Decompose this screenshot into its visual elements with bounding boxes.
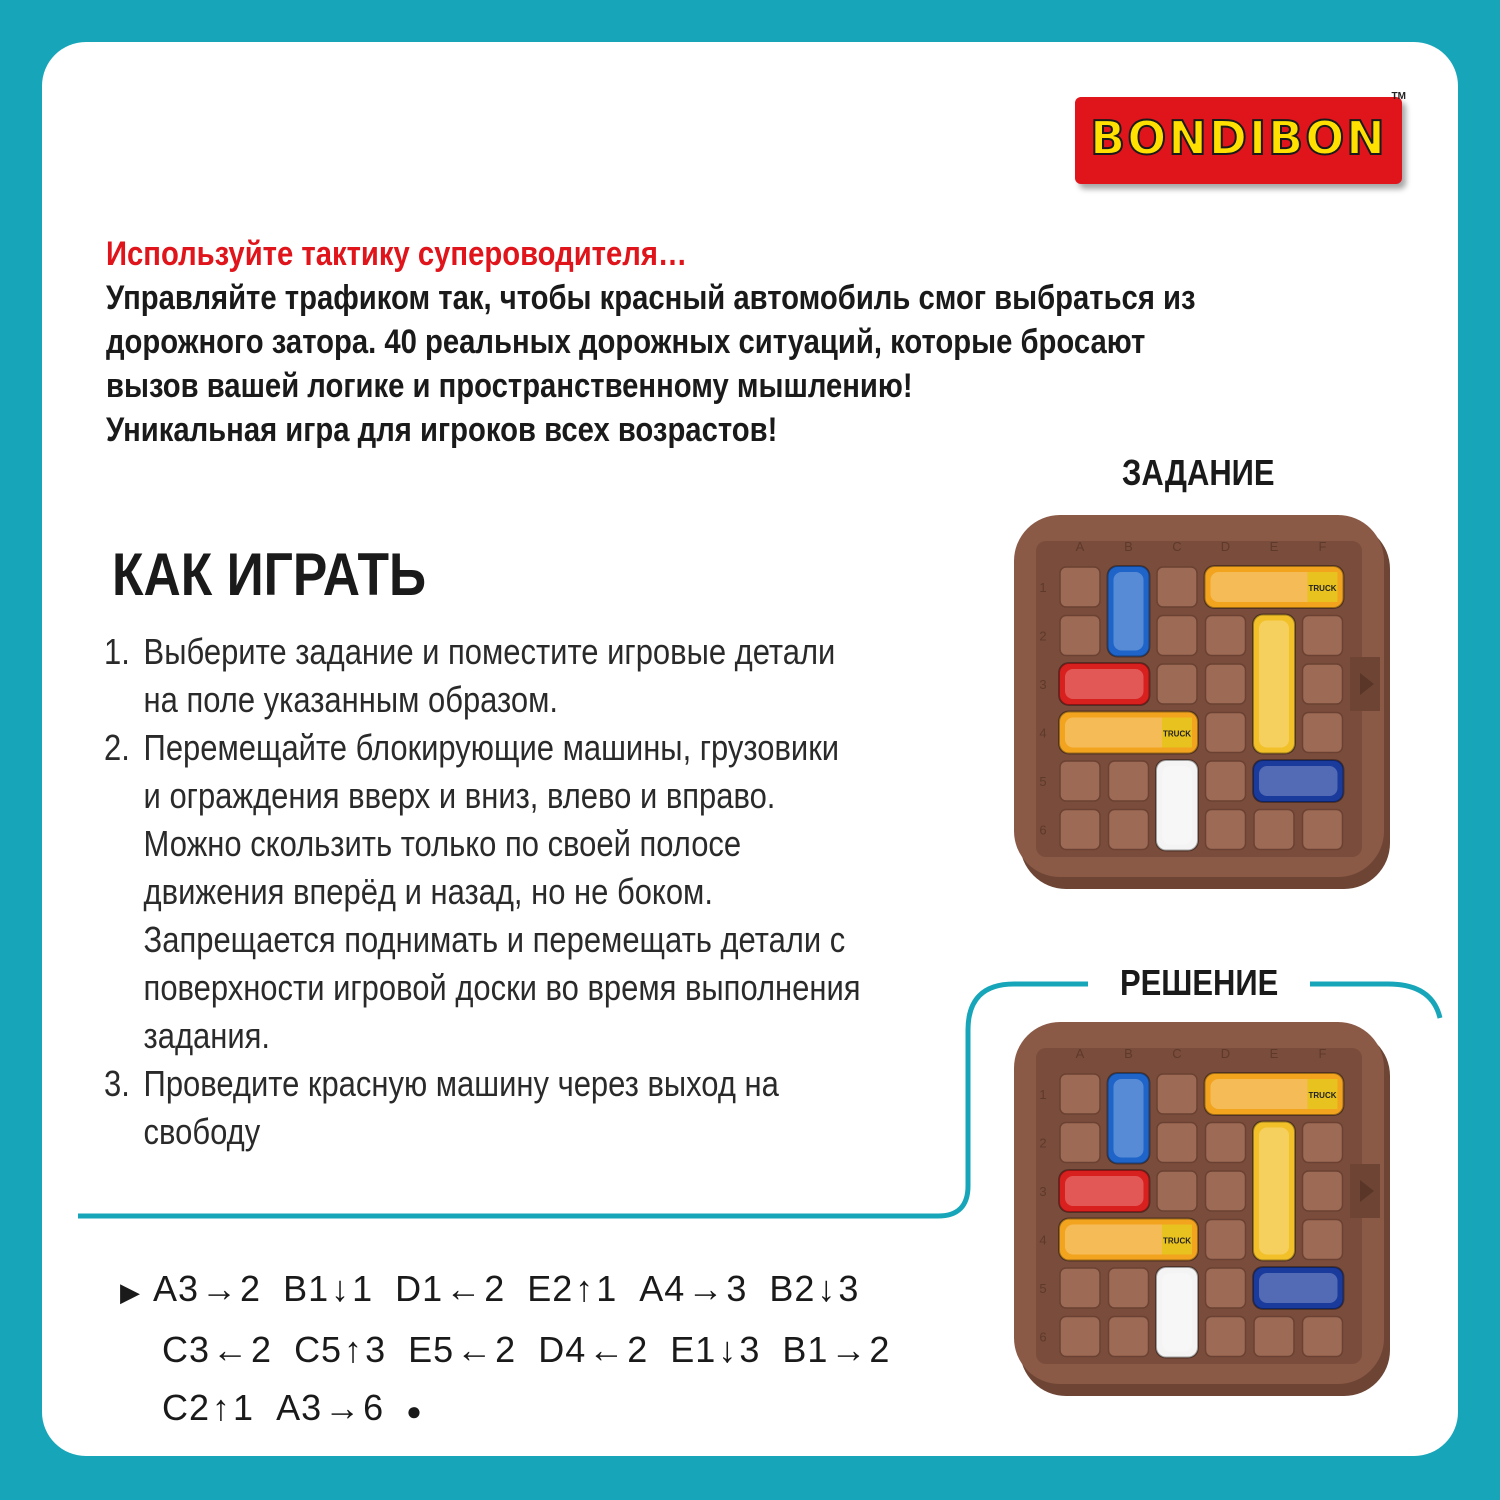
- row-label: 2: [1039, 628, 1047, 644]
- board-cell: [1206, 810, 1246, 850]
- task-board-svg: [1014, 515, 1394, 895]
- board-cell: [1303, 1171, 1343, 1211]
- board-cell: [1206, 664, 1246, 704]
- move-step: A3→6: [276, 1387, 385, 1428]
- white-car-highlight: [1162, 1273, 1192, 1352]
- move-arrow-icon: ←: [445, 1268, 483, 1309]
- intro-body: Управляйте трафиком так, чтобы красный автомобиль смог выбраться из дорожного затора. 40 реальных дорожных ситуаций, которые бросают вызов вашей логике и пространственному мышлению! Уникальная игра для игроков всех возрастов!: [106, 279, 1196, 449]
- board-cell: [1206, 1220, 1246, 1260]
- move-arrow-icon: →: [687, 1268, 725, 1309]
- board-cell: [1157, 1171, 1197, 1211]
- board-cell: [1206, 761, 1246, 801]
- move-arrow-icon: →: [324, 1387, 362, 1428]
- blue-car-highlight: [1114, 1079, 1144, 1158]
- task-board: [1014, 515, 1394, 900]
- row-label: 4: [1039, 1232, 1047, 1248]
- row-label: 3: [1039, 677, 1047, 692]
- board-cell: [1303, 810, 1343, 850]
- move-step: E2↑1: [527, 1268, 618, 1309]
- truck-label: TRUCK: [1163, 729, 1191, 739]
- board-cell: [1157, 664, 1197, 704]
- white-car-highlight: [1162, 766, 1192, 845]
- solution-row: [120, 1379, 912, 1440]
- board-cell: [1157, 1074, 1197, 1114]
- board-cell: [1303, 1317, 1343, 1357]
- row-label: 5: [1039, 774, 1047, 789]
- row-label: 5: [1039, 1281, 1047, 1296]
- move-arrow-icon: ↓: [718, 1329, 738, 1370]
- board-cell: [1060, 1268, 1100, 1308]
- row-label: 2: [1039, 1135, 1047, 1151]
- board-cell: [1060, 761, 1100, 801]
- trademark-mark: TM: [1391, 91, 1406, 102]
- row-label: 6: [1039, 1329, 1047, 1345]
- yellow-truck-highlight: [1259, 621, 1289, 748]
- navy-car-highlight: [1259, 1273, 1338, 1303]
- board-cell: [1254, 1317, 1294, 1357]
- move-arrow-icon: →: [830, 1329, 868, 1370]
- step-text: Перемещайте блокирующие машины, грузовики и ограждения вверх и вниз, влево и вправо. Можно скользить только по своей полосе движения вперёд и назад, но не боком. Запрещается поднимать и перемещать детали с поверхности игровой доски во время выполнения задания.: [143, 727, 861, 1056]
- column-label: B: [1124, 539, 1133, 554]
- move-step: E5←2: [408, 1329, 517, 1370]
- move-step: B1→2: [782, 1329, 891, 1370]
- move-arrow-icon: ↓: [331, 1268, 351, 1309]
- board-cell: [1157, 616, 1197, 656]
- board-cell: [1157, 1123, 1197, 1163]
- move-step: D4←2: [538, 1329, 649, 1370]
- move-arrow-icon: ←: [588, 1329, 626, 1370]
- move-arrow-icon: ←: [212, 1329, 250, 1370]
- move-step: C3←2: [162, 1329, 273, 1370]
- column-label: D: [1220, 539, 1231, 554]
- step-number: 2.: [104, 727, 130, 768]
- board-cell: [1109, 810, 1149, 850]
- yellow-truck-highlight: [1259, 1128, 1289, 1255]
- row-label: 6: [1039, 822, 1047, 838]
- solution-moves: [120, 1260, 912, 1440]
- truck-label: TRUCK: [1163, 1236, 1191, 1246]
- board-cell: [1206, 616, 1246, 656]
- board-cell: [1206, 1123, 1246, 1163]
- column-label: F: [1318, 539, 1327, 554]
- divider-line: [78, 984, 1088, 1216]
- solution-title: РЕШЕНИЕ: [1120, 962, 1279, 1003]
- board-cell: [1109, 761, 1149, 801]
- board-cell: [1303, 713, 1343, 753]
- board-cell: [1060, 810, 1100, 850]
- move-step: D1←2: [395, 1268, 506, 1309]
- end-marker-icon: ●: [406, 1396, 423, 1426]
- row-label: 3: [1039, 1184, 1047, 1199]
- board-cell: [1206, 713, 1246, 753]
- move-step: B2↓3: [769, 1268, 860, 1309]
- solution-board-svg: [1014, 1022, 1394, 1402]
- move-arrow-icon: ↓: [817, 1268, 837, 1309]
- solution-row: [120, 1321, 912, 1379]
- move-arrow-icon: ↑: [344, 1329, 364, 1370]
- truck-label: TRUCK: [1308, 1091, 1337, 1100]
- move-arrow-icon: ↑: [575, 1268, 595, 1309]
- move-step: B1↓1: [283, 1268, 374, 1309]
- step-text: Проведите красную машину через выход на свободу: [143, 1063, 779, 1152]
- navy-car-highlight: [1259, 766, 1338, 796]
- logo-text: BONDIBON: [1090, 111, 1387, 165]
- move-arrow-icon: →: [201, 1268, 239, 1309]
- step-number: 3.: [104, 1063, 130, 1104]
- start-marker-icon: ▶: [120, 1277, 141, 1307]
- row-label: 1: [1039, 1087, 1047, 1102]
- solution-board: [1014, 1022, 1394, 1407]
- column-label: D: [1220, 1046, 1231, 1061]
- move-arrow-icon: ↑: [212, 1387, 232, 1428]
- column-label: C: [1172, 539, 1182, 554]
- red-car-highlight: [1065, 1176, 1144, 1206]
- row-label: 1: [1039, 580, 1047, 595]
- board-cell: [1060, 567, 1100, 607]
- move-arrow-icon: ←: [456, 1329, 494, 1370]
- column-label: B: [1124, 1046, 1133, 1061]
- board-cell: [1303, 1220, 1343, 1260]
- intro-headline: Используйте тактику супероводителя…: [106, 235, 688, 273]
- step-text: Выберите задание и поместите игровые детали на поле указанным образом.: [143, 631, 836, 720]
- board-cell: [1303, 616, 1343, 656]
- board-cell: [1060, 1123, 1100, 1163]
- column-label: E: [1269, 1046, 1279, 1061]
- board-cell: [1206, 1171, 1246, 1211]
- column-label: E: [1269, 539, 1279, 554]
- step-number: 1.: [104, 631, 130, 672]
- task-title: ЗАДАНИЕ: [1122, 452, 1275, 493]
- row-label: 4: [1039, 725, 1047, 741]
- truck-label: TRUCK: [1308, 584, 1337, 593]
- board-cell: [1109, 1268, 1149, 1308]
- board-cell: [1157, 567, 1197, 607]
- board-cell: [1303, 1123, 1343, 1163]
- board-cell: [1060, 616, 1100, 656]
- move-step: E1↓3: [670, 1329, 761, 1370]
- column-label: F: [1318, 1046, 1327, 1061]
- board-cell: [1060, 1074, 1100, 1114]
- blue-car-highlight: [1114, 572, 1144, 651]
- board-cell: [1206, 1317, 1246, 1357]
- how-to-play-title: КАК ИГРАТЬ: [112, 541, 427, 608]
- move-step: A4→3: [639, 1268, 748, 1309]
- board-cell: [1254, 810, 1294, 850]
- board-cell: [1109, 1317, 1149, 1357]
- column-label: A: [1075, 539, 1085, 554]
- red-car-highlight: [1065, 669, 1144, 699]
- board-cell: [1206, 1268, 1246, 1308]
- move-step: A3→2: [153, 1268, 262, 1309]
- board-cell: [1303, 664, 1343, 704]
- solution-row: [120, 1260, 912, 1321]
- column-label: C: [1172, 1046, 1182, 1061]
- move-step: C2↑1: [162, 1387, 255, 1428]
- board-cell: [1060, 1317, 1100, 1357]
- move-step: C5↑3: [294, 1329, 387, 1370]
- divider-line: [1310, 984, 1440, 1018]
- column-label: A: [1075, 1046, 1085, 1061]
